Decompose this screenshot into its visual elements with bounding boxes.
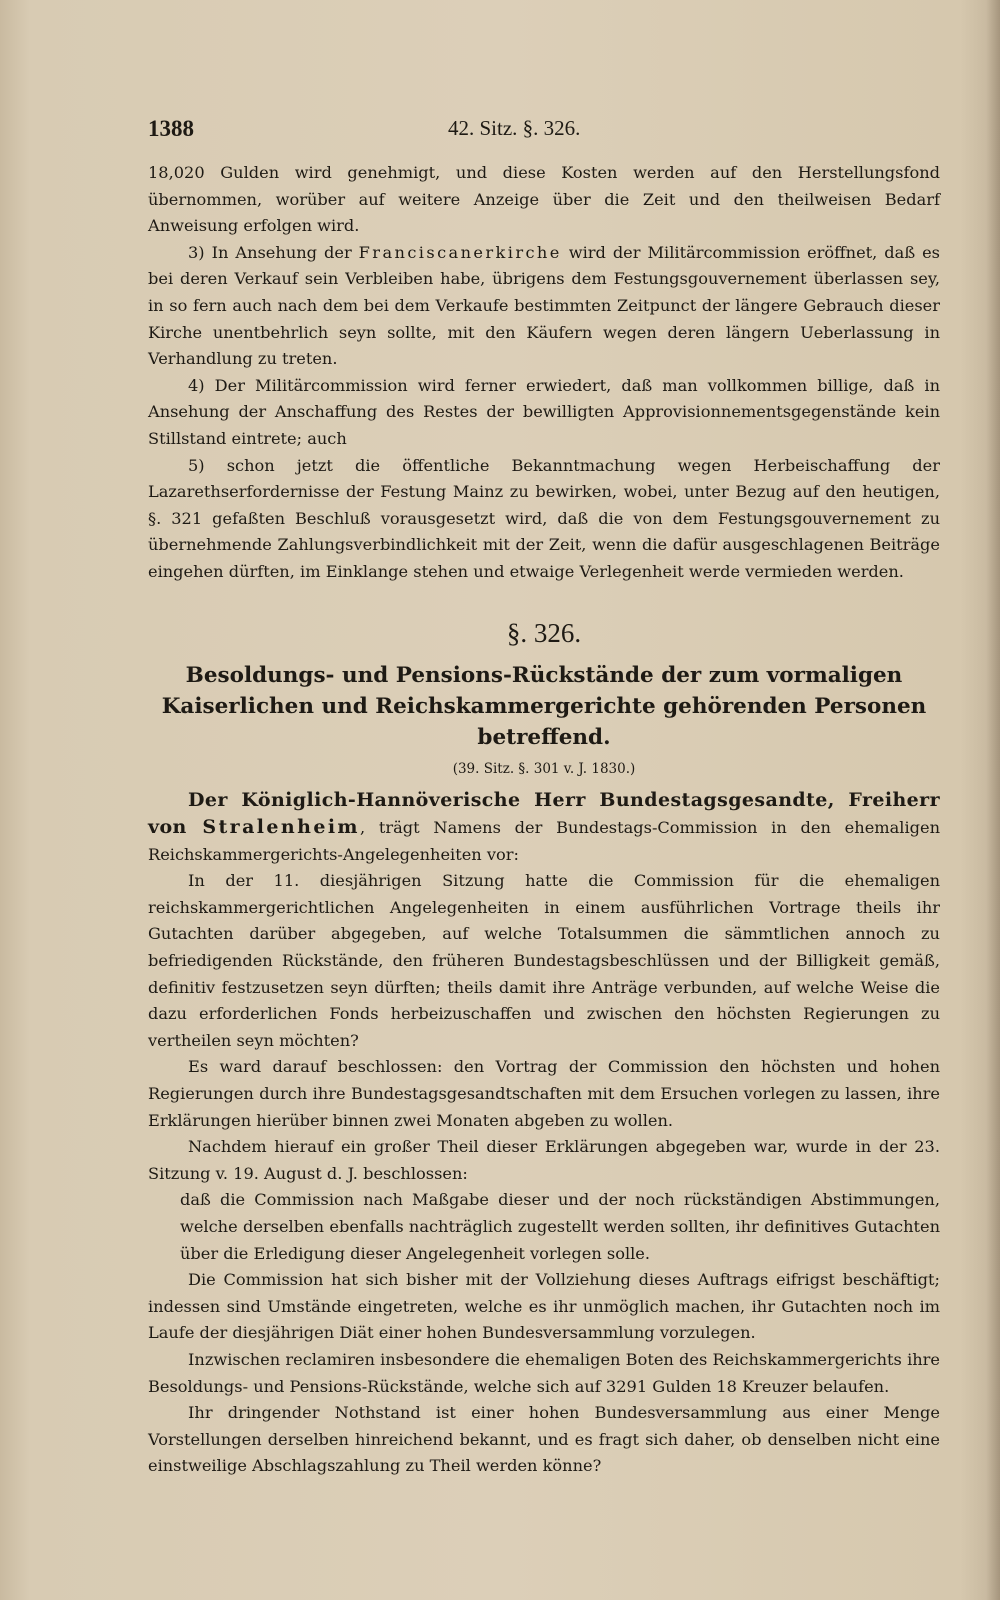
paragraph-previous-session: In der 11. diesjährigen Sitzung hatte die Commission für die ehemaligen reichskammergerichtlichen Angelegenheiten in einem ausführlichen Vortrage theils ihr Gutachten darüber abgegeben, auf welche Totalsummen die sämmtlichen annoch zu befriedigenden Rückstände, den früheren Bundestagsbeschlüssen und der Billigkeit gemäß, definitiv festzusetzen seyn dürften; theils damit ihre Anträge verbunden, auf welche Weise die dazu erforderlichen Fonds herbeizuschaffen und zwischen den höchsten Regierungen zu vertheilen seyn möchten? [148, 871, 940, 1050]
page-header [148, 116, 948, 150]
page-edge-shadow [986, 0, 1000, 1600]
paragraph-commission-status: Die Commission hat sich bisher mit der Vollziehung dieses Auftrags eifrigst beschäftigt; indessen sind Umstände eingetreten, welche es ihr unmöglich machen, ihr Gutachten noch im Laufe der diesjährigen Diät einer hohen Bundesversammlung vorzulegen. [148, 1270, 940, 1343]
paragraph-question: Ihr dringender Nothstand ist einer hohen Bundesversammlung aus einer Menge Vorstellungen derselben hinreichend bekannt, und es fragt sich daher, ob denselben nicht eine einstweilige Abschlagszahlung zu Theil werden könne? [148, 1403, 940, 1476]
envoy-paragraph [148, 787, 940, 869]
running-head: 42. Sitz. §. 326. [448, 116, 581, 140]
envoy-title: Der Königlich-Hannöverische Herr Bundestagsgesandte, Freiherr von [148, 788, 940, 839]
section-reference: (39. Sitz. §. 301 v. J. 1830.) [452, 760, 636, 777]
page-body [148, 160, 940, 1480]
section-heading: §. 326. [506, 617, 582, 648]
paragraph-resolution: Es ward darauf beschlossen: den Vortrag der Commission den höchsten und hohen Regierungen durch ihre Bundestagsgesandtschaften mit dem Ersuchen vorlegen zu lassen, ihre Erklärungen hierüber binnen zwei Monaten abgeben zu wollen. [148, 1057, 940, 1130]
envoy-surname: Stralenheim [202, 816, 360, 839]
paragraph-continuation: 18,020 Gulden wird genehmigt, und diese Kosten werden auf den Herstellungsfond übernommen, worüber auf weitere Anzeige über die Zeit und den theilweisen Bedarf Anweisung erfolgen wird. [148, 163, 940, 236]
item-3-prefix: 3) In Ansehung der [188, 242, 359, 262]
church-name: Franciscanerkirche [358, 242, 562, 262]
item-3-text: wird der Militärcommission eröffnet, daß es bei deren Verkauf sein Verbleiben habe, übrigens dem Festungsgouvernement überlassen sey, in so fern auch nach dem bei dem Verkaufe bestimmten Zeitpunct der längere Gebrauch dieser Kirche unentbehrlich seyn sollte, mit den Käufern wegen deren längern Ueberlassung in Verhandlung zu treten. [148, 242, 940, 369]
paragraph-item-3 [148, 240, 940, 373]
paragraph-item-5: 5) schon jetzt die öffentliche Bekanntmachung wegen Herbeischaffung der Lazarethserfordernisse der Festung Mainz zu bewirken, wobei, unter Bezug auf den heutigen, §. 321 gefaßten Beschluß vorausgesetzt wird, daß die von dem Festungsgouvernement zu übernehmende Zahlungsverbindlichkeit mit der Zeit, wenn die dafür ausgeschlagenen Beiträge eingehen dürften, im Einklange stehen und etwaige Verlegenheit werde vermieden werden. [148, 455, 940, 581]
envoy-text: , trägt Namens der Bundestags-Commission in den ehemaligen Reichskammergerichts-Angelegenheiten vor: [148, 818, 940, 864]
section-title: Besoldungs- und Pensions-Rückstände der zum vormaligen Kaiserlichen und Reichskammergerichte gehörenden Personen betreffend. [161, 662, 927, 750]
page-number: 1388 [148, 116, 194, 141]
paragraph-resolution-quote: daß die Commission nach Maßgabe dieser und der noch rückständigen Abstimmungen, welche derselben ebenfalls nachträglich zugestellt werden sollten, ihr definitives Gutachten über die Erledigung dieser Angelegenheit vorlegen solle. [180, 1190, 940, 1263]
paragraph-item-4: 4) Der Militärcommission wird ferner erwiedert, daß man vollkommen billige, daß in Ansehung der Anschaffung des Restes der bewilligten Approvisionnementsgegenstände kein Stillstand eintrete; auch [148, 375, 940, 448]
paragraph-reclamation: Inzwischen reclamiren insbesondere die ehemaligen Boten des Reichskammergerichts ihre Besoldungs- und Pensions-Rückstände, welche sich auf 3291 Gulden 18 Kreuzer belaufen. [148, 1349, 940, 1396]
paragraph-session-23: Nachdem hierauf ein großer Theil dieser Erklärungen abgegeben war, wurde in der 23. Sitzung v. 19. August d. J. beschlossen: [148, 1137, 940, 1183]
